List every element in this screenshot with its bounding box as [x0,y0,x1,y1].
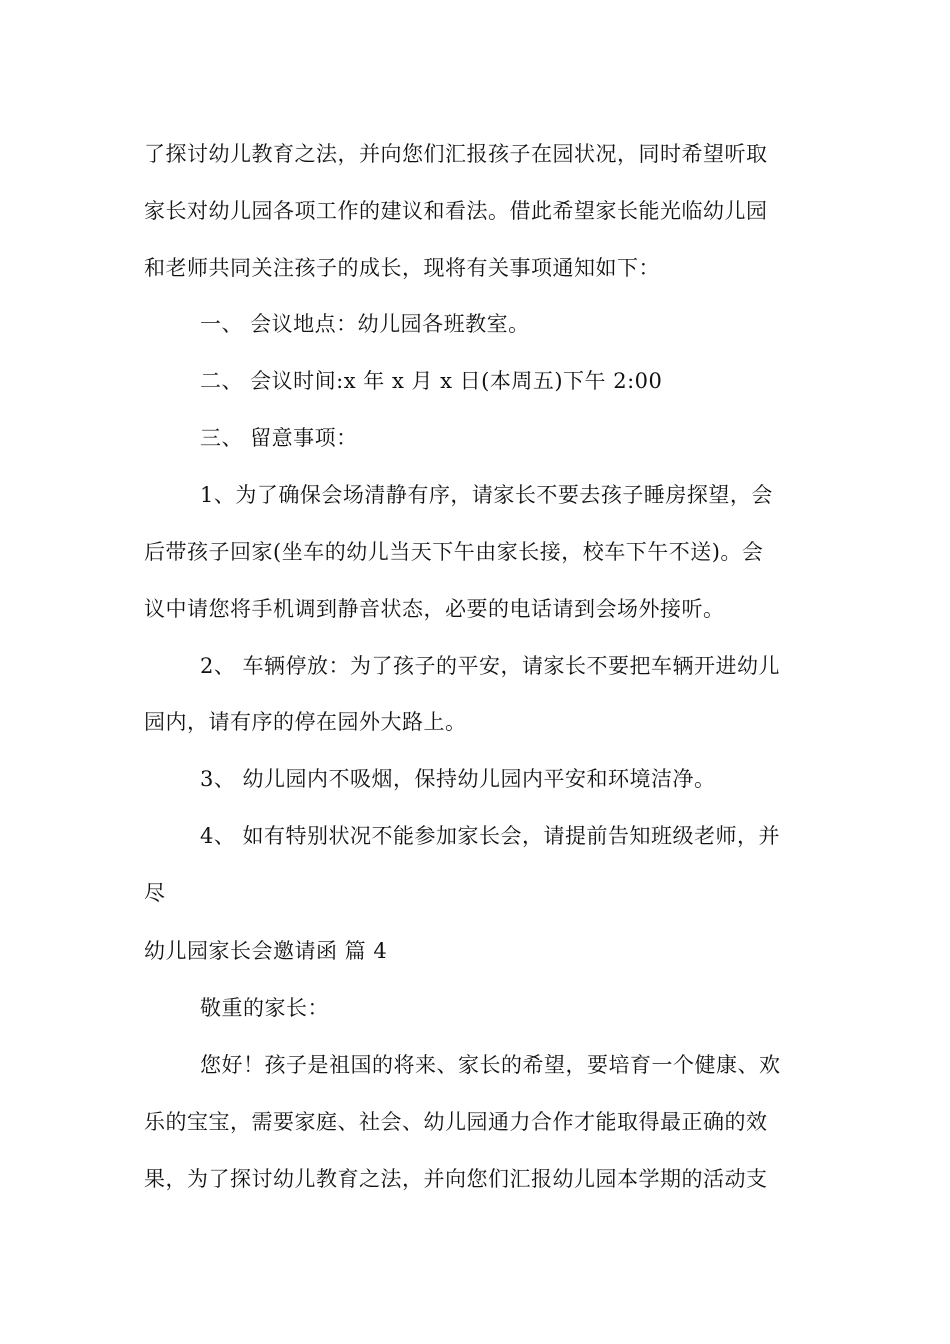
paragraph-line: 后带孩子回家(坐车的幼儿当天下午由家长接，校车下午不送)。会 [144,540,764,564]
paragraph-line: 您好！孩子是祖国的将来、家长的希望，要培育一个健康、欢 [200,1053,781,1077]
paragraph-line: 果，为了探讨幼儿教育之法，并向您们汇报幼儿园本学期的活动支 [144,1167,768,1191]
paragraph-line: 尽 [144,881,166,905]
section-heading: 幼儿园家长会邀请函 篇 4 [144,939,388,963]
note-item-2: 2、 车辆停放：为了孩子的平安，请家长不要把车辆开进幼儿 [200,654,781,678]
paragraph-line: 议中请您将手机调到静音状态，必要的电话请到会场外接听。 [144,597,725,621]
paragraph-line: 了探讨幼儿教育之法，并向您们汇报孩子在园状况，同时希望听取 [144,142,768,166]
paragraph-line: 乐的宝宝，需要家庭、社会、幼儿园通力合作才能取得最正确的效 [144,1110,768,1134]
note-item-4: 4、 如有特别状况不能参加家长会，请提前告知班级老师，并 [200,824,781,848]
list-item-notes: 三、 留意事项： [200,426,358,450]
salutation: 敬重的家长： [200,996,329,1020]
note-item-1: 1、为了确保会场清静有序，请家长不要去孩子睡房探望，会 [200,483,773,507]
paragraph-line: 家长对幼儿园各项工作的建议和看法。借此希望家长能光临幼儿园 [144,199,768,223]
list-item-location: 一、 会议地点：幼儿园各班教室。 [200,312,530,336]
paragraph-line: 园内，请有序的停在园外大路上。 [144,710,467,734]
note-item-3: 3、 幼儿园内不吸烟，保持幼儿园内平安和环境洁净。 [200,767,716,791]
list-item-time: 二、 会议时间:x 年 x 月 x 日(本周五)下午 2:00 [200,369,663,393]
paragraph-line: 和老师共同关注孩子的成长，现将有关事项通知如下： [144,256,660,280]
